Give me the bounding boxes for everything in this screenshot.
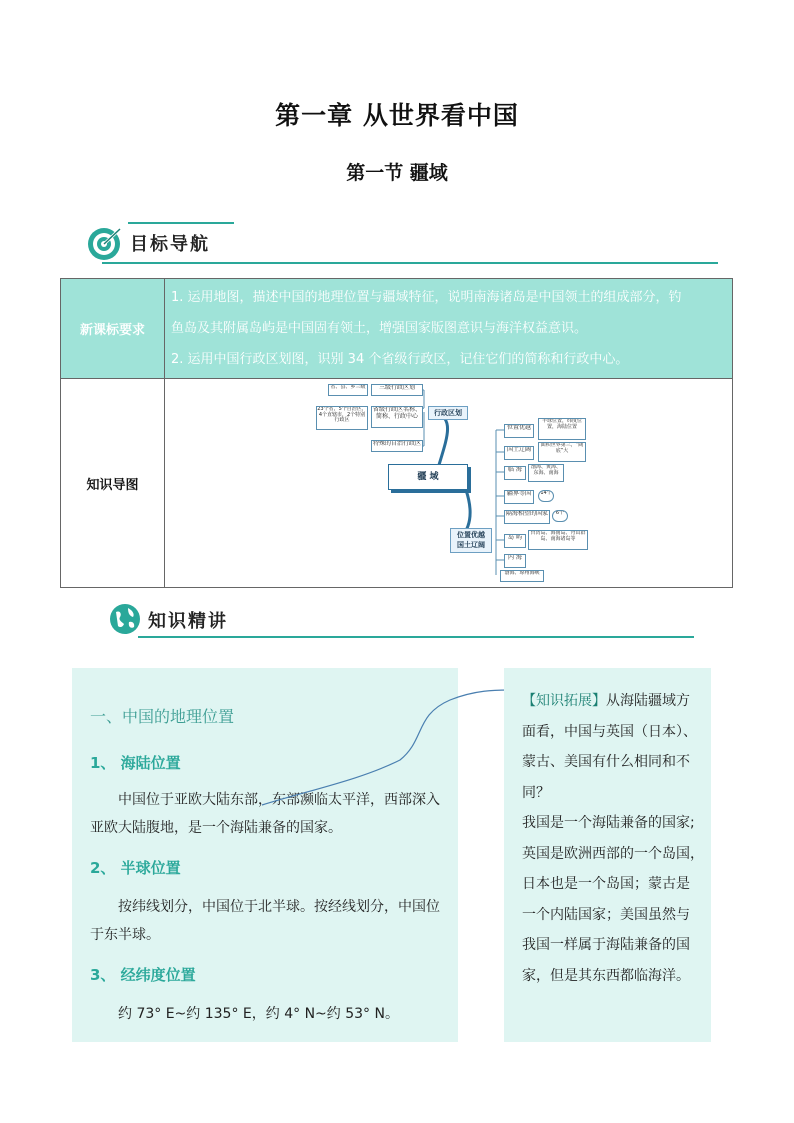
standards-line: 鱼岛及其附属岛屿是中国固有领土，增强国家版图意识与海洋权益意识。 — [171, 321, 588, 336]
row-header-standards: 新课标要求 — [61, 279, 165, 379]
extension-line: 我国一样属于海陆兼备的国 — [522, 937, 690, 953]
extension-line: 英国是欧洲西部的一个岛国， — [522, 845, 704, 862]
standards-line: 2. 运用中国行政区划图，识别 34 个省级行政区，记住它们的简称和行政中心。 — [171, 352, 629, 367]
mindmap-note: 6个 — [552, 510, 568, 522]
paragraph-line: 于东半球。 — [90, 927, 160, 943]
mindmap-note: 半球位置，纬度位置，海陆位置 — [538, 418, 586, 440]
extension-line-text: 从海陆疆域方 — [606, 693, 690, 709]
extension-line: 一个内陆国家；美国虽然与 — [522, 906, 690, 923]
extension-line: 同？ — [522, 784, 550, 801]
standards-line: 1. 运用地图，描述中国的地理位置与疆域特征，说明南海诸岛是中国领土的组成部分，钓 — [171, 290, 682, 305]
mindmap-item: 位置优越 — [504, 424, 534, 438]
extension-line: 我国是一个海陆兼备的国家; — [522, 815, 695, 831]
extension-line: 日本也是一个岛国；蒙古是 — [522, 876, 690, 892]
table-row — [61, 279, 733, 379]
extension-line: 家，但是其东西都临海洋。 — [522, 967, 690, 984]
subheading-latlong: 3、 经纬度位置 — [90, 966, 196, 984]
row-header-mindmap: 知识导图 — [61, 379, 165, 588]
section-label-goals: 目标导航 — [130, 234, 210, 255]
extension-line: 面看，中国与英国（日本）、 — [522, 723, 697, 740]
chapter-title: 第一章 从世界看中国 — [275, 101, 519, 130]
mindmap-branch-bottom — [450, 528, 492, 553]
callout-arrow — [250, 680, 520, 810]
mindmap-note: 省、县、乡三级 — [328, 384, 368, 396]
mindmap-item: 特殊的自治行政区 — [371, 440, 423, 452]
globe-icon — [108, 602, 142, 636]
extension-line — [522, 686, 708, 717]
mindmap-item: 三级行政区划 — [371, 384, 423, 396]
standards-cell — [165, 279, 733, 379]
section-header-goals — [86, 222, 718, 266]
paragraph-line: 中国位于亚欧大陆东部，东部濒临太平洋，西部深入 — [118, 792, 440, 808]
mindmap-note: 14个 — [538, 490, 554, 502]
extension-line: 蒙古、美国有什么相同和不 — [522, 754, 690, 770]
extension-text — [522, 686, 708, 991]
section-label-knowledge: 知识精讲 — [148, 611, 228, 632]
extension-box — [504, 668, 711, 1042]
paragraph-line: 按纬线划分，中国位于北半球。按经线划分，中国位 — [118, 899, 440, 915]
mindmap-item: 隔海相望的国家 — [504, 510, 550, 524]
mindmap-item: 国土辽阔 — [504, 446, 534, 460]
paragraph-line: 约 73° E~约 135° E，约 4° N~约 53° N。 — [118, 1006, 399, 1022]
mindmap-branch-bottom-line: 国土辽阔 — [457, 541, 485, 549]
header-top-line — [128, 222, 234, 224]
mindmap-item: 内 海 — [504, 554, 526, 568]
paragraph-line: 亚欧大陆腹地，是一个海陆兼备的国家。 — [90, 820, 342, 836]
mindmap-item: 岛 屿 — [504, 534, 526, 548]
mindmap-center: 疆 域 — [388, 464, 468, 490]
content-heading: 一、中国的地理位置 — [90, 707, 235, 726]
subheading-land-sea: 1、 海陆位置 — [90, 754, 181, 772]
section-header-knowledge — [108, 596, 694, 640]
mindmap-item: 疆界等国 — [504, 490, 534, 504]
subheading-hemisphere: 2、 半球位置 — [90, 859, 181, 877]
header-underline — [102, 262, 718, 264]
mindmap-item: 临 海 — [504, 466, 526, 480]
header-underline — [138, 636, 694, 638]
mindmap-note: 渤海、黄海、东海、南海 — [528, 464, 564, 482]
mindmap-note: 23个省，5个自治区，4个直辖市，2个特别行政区 — [316, 406, 368, 430]
mindmap-cell — [165, 379, 733, 588]
table-row — [61, 379, 733, 588]
mindmap-note: 面积世界第三，“阔底”大 — [538, 442, 586, 462]
mindmap-note: 渤海、琼州海峡 — [500, 570, 544, 582]
requirements-table — [60, 278, 733, 588]
mindmap-note: 台湾岛、海南岛、舟山群岛、南海诸岛等 — [528, 530, 588, 550]
mindmap — [166, 380, 731, 586]
mindmap-branch-top: 行政区划 — [428, 406, 468, 420]
mindmap-branch-bottom-line: 位置优越 — [457, 531, 485, 539]
target-icon — [86, 225, 124, 263]
section-title: 第一节 疆域 — [346, 162, 448, 184]
mindmap-item: 省级行政区名称、简称、行政中心 — [371, 406, 423, 428]
extension-tag: 【知识拓展】 — [522, 693, 606, 709]
